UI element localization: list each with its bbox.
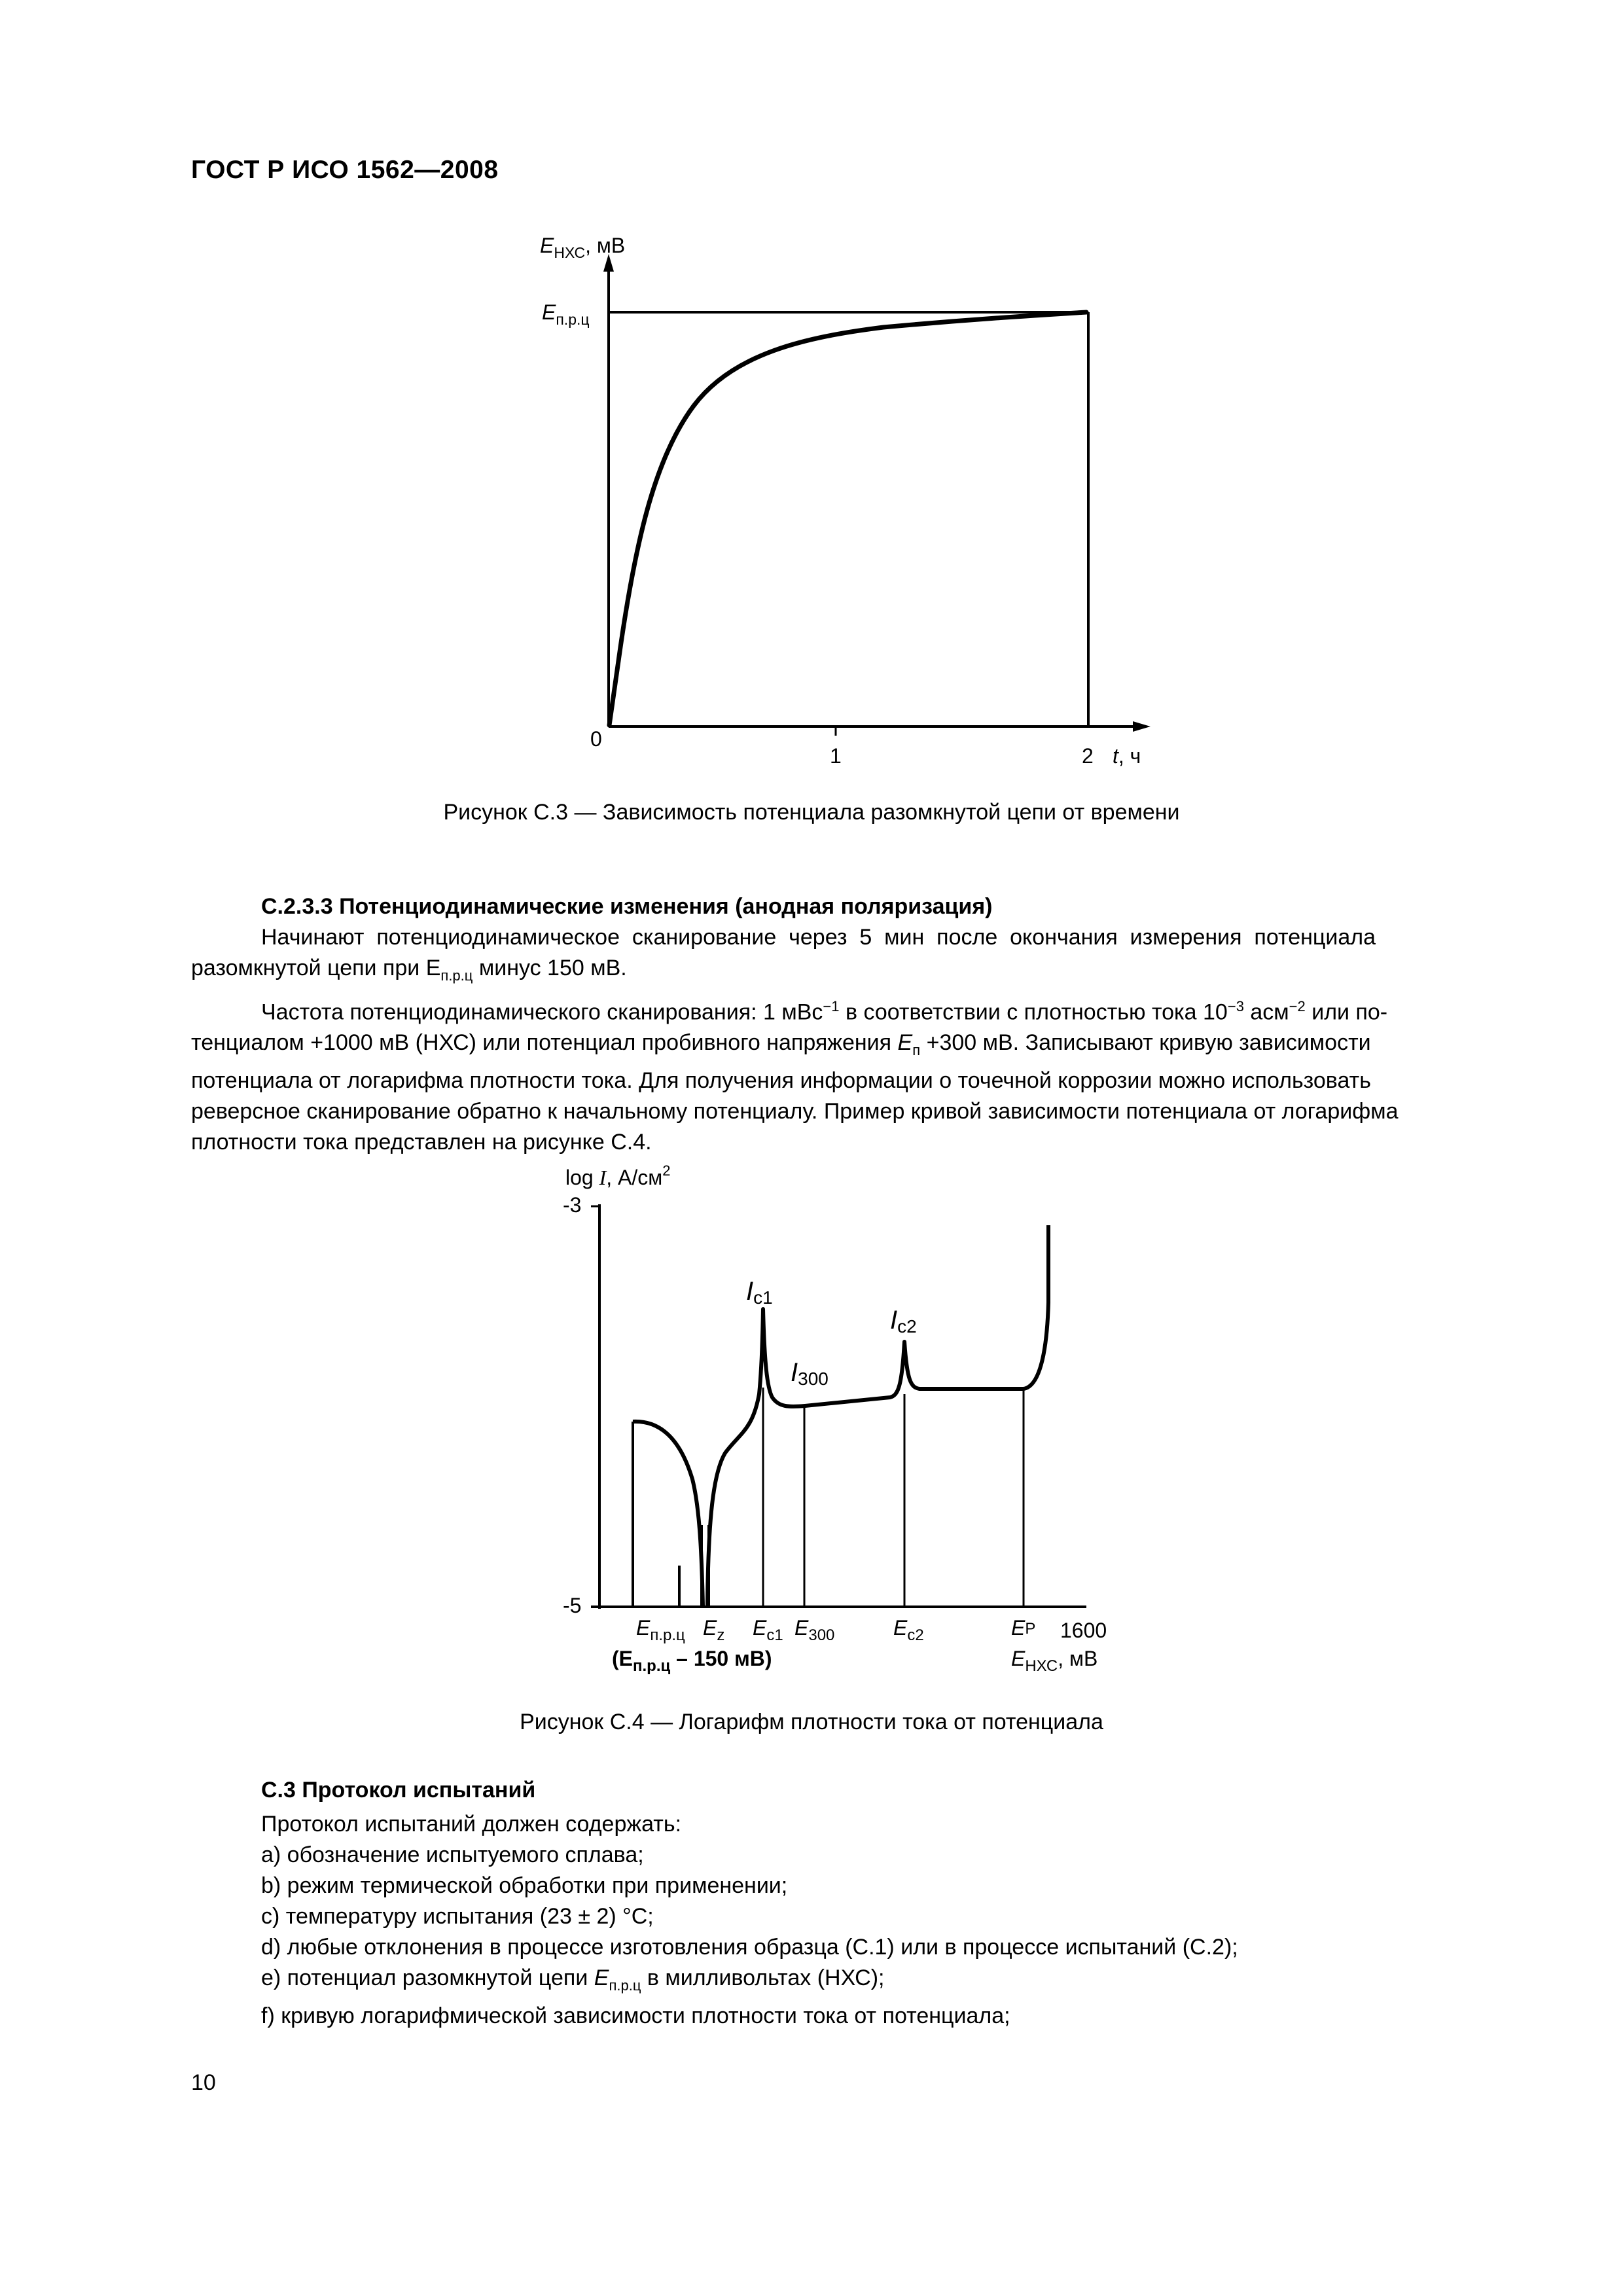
list-item: d) любые отклонения в процессе изготовления образца (С.1) или в процессе испытаний (С.2); (261, 1935, 1238, 1960)
list-item: a) обозначение испытуемого сплава; (261, 1842, 644, 1867)
y-axis-label: $E_{НХС}$, мВ (540, 234, 626, 261)
section-c3-title: С.3 Протокол испытаний (261, 1778, 536, 1803)
x-note-label: ($E_{п.р.ц} - 150$ мВ) (612, 1647, 772, 1675)
x-axis-label: t, ч (1113, 744, 1141, 768)
y-tick-label-bottom: -5 (563, 1594, 582, 1617)
document-header: ГОСТ Р ИСО 1562—2008 (191, 156, 499, 184)
x-tick-label-1: 1 (830, 744, 842, 768)
x-axis-label-c4: $E_{НХС}$, мВ (1011, 1647, 1098, 1675)
potential-curve (609, 312, 1086, 725)
x-label-ez: $E_z$ (703, 1616, 725, 1644)
x-label-ep: EP (1011, 1616, 1036, 1640)
protocol-intro: Протокол испытаний должен содержать: (261, 1812, 682, 1837)
page-number: 10 (191, 2070, 216, 2095)
peak-label-ic1: Ic1 (746, 1277, 773, 1308)
section-c3-list (261, 1809, 1238, 2032)
section-c233 (191, 891, 1493, 1158)
polarization-curve-cathodic (633, 1422, 703, 1607)
x-tick-label-2: 2 (1082, 744, 1094, 768)
p2-line1: Частота потенциодинамического сканирования: 1 мВс$^{-1}$ в соответствии с плотностью тока $10^{-3}$ асм$^{-2}$ или по- (261, 997, 1388, 1025)
p1-line2: разомкнутой цепи при $E_{п.р.ц}$ минус 150 мВ. (191, 956, 627, 984)
list-item: c) температуру испытания (23 ± 2) °С; (261, 1904, 654, 1929)
peak-label-i300: I300 (791, 1358, 829, 1389)
p2-line3: потенциала от логарифма плотности тока. Для получения информации о точечной коррозии можно использовать (191, 1067, 1371, 1093)
y-tick-label-top: -3 (563, 1193, 582, 1217)
peak-label-ic2: Ic2 (890, 1306, 917, 1336)
figure-c4 (0, 1145, 1623, 1675)
polarization-curve-anodic (707, 1225, 1048, 1607)
p1-line1: Начинают потенциодинамическое сканирование через 5 мин после окончания измерения потенциала (261, 925, 1376, 950)
p2-line5: плотности тока представлен на рисунке С.4. (191, 1129, 652, 1155)
list-item: b) режим термической обработки при применении; (261, 1873, 788, 1898)
x-tick-label-0: 0 (590, 727, 602, 751)
p2-line2: тенциалом +1000 мВ (НХС) или потенциал пробивного напряжения $E_п +300$ мВ. Записывают кривую зависимости (191, 1030, 1371, 1058)
figure-c4-caption: Рисунок С.4 — Логарифм плотности тока от потенциала (520, 1710, 1103, 1734)
x-max-label: 1600 (1060, 1619, 1107, 1642)
x-label-e300: $E_{300}$ (794, 1616, 835, 1644)
x-axis-arrow (1133, 721, 1150, 732)
x-label-eprc: $E_{п.р.ц}$ (636, 1616, 685, 1644)
list-item: e) потенциал разомкнутой цепи $E_{п.р.ц}$ в милливольтах (НХС); (261, 1965, 885, 1994)
section-c233-title: С.2.3.3 Потенциодинамические изменения (анодная поляризация) (261, 894, 993, 919)
x-label-ec2: $E_{c2}$ (893, 1616, 924, 1644)
y-level-label: $E_{п.р.ц}$ (542, 300, 590, 328)
figure-c3-caption: Рисунок С.3 — Зависимость потенциала разомкнутой цепи от времени (443, 800, 1180, 825)
list-item: f) кривую логарифмической зависимости плотности тока от потенциала; (261, 2003, 1010, 2028)
x-label-ec1: $E_{c1}$ (753, 1616, 783, 1644)
y-axis-label-c4: log I, $А/см^2$ (565, 1162, 671, 1189)
p2-line4: реверсное сканирование обратно к начальному потенциалу. Пример кривой зависимости потенциала от логарифма (191, 1098, 1399, 1124)
figure-c3 (0, 0, 1623, 818)
